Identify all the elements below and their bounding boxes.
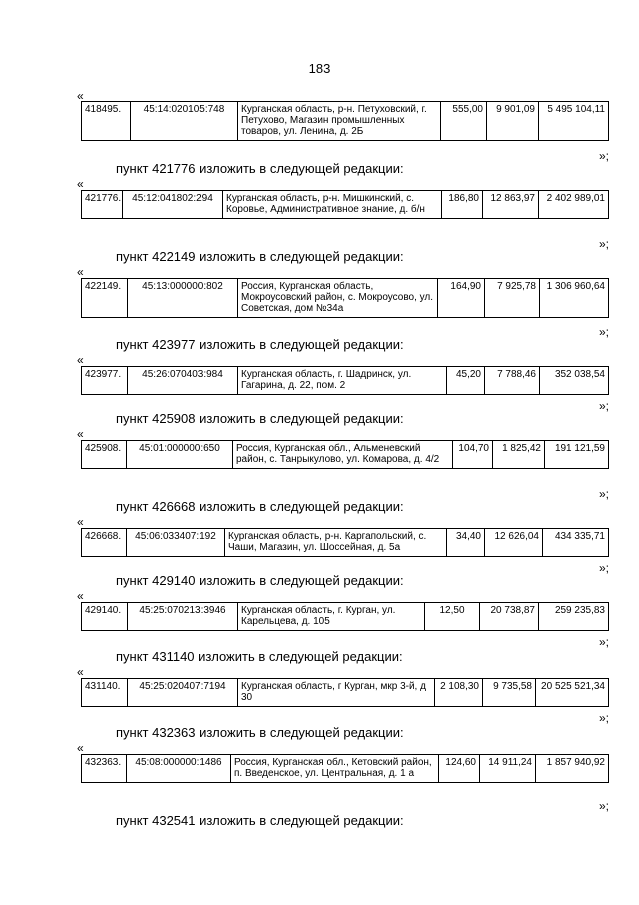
table-row <box>82 102 609 141</box>
instruction-text: пункт 432363 изложить в следующей редакции: <box>116 725 404 740</box>
cadastral-number: 45:08:000000:1486 <box>127 755 231 783</box>
instruction-text: пункт 423977 изложить в следующей редакции: <box>116 337 404 352</box>
close-quote: »; <box>598 561 609 575</box>
entry-table-422149 <box>81 278 609 318</box>
area: 124,60 <box>439 755 480 783</box>
instruction-text: пункт 432541 изложить в следующей редакции: <box>116 813 404 828</box>
total-value: 259 235,83 <box>539 603 609 631</box>
cadastral-number: 45:12:041802:294 <box>123 191 223 219</box>
total-value: 20 525 521,34 <box>536 679 609 707</box>
unit-value: 9 901,09 <box>487 102 539 141</box>
total-value: 191 121,59 <box>545 441 609 469</box>
entry-table-429140 <box>81 602 609 631</box>
address: Курганская область, г. Шадринск, ул. Гагарина, д. 22, пом. 2 <box>238 367 447 395</box>
area: 555,00 <box>441 102 487 141</box>
table-row <box>82 279 609 318</box>
cadastral-number: 45:14:020105:748 <box>131 102 238 141</box>
row-number: 423977. <box>82 367 128 395</box>
close-quote: »; <box>598 799 609 813</box>
address: Курганская область, г Курган, мкр 3-й, д 30 <box>238 679 435 707</box>
cadastral-number: 45:26:070403:984 <box>128 367 238 395</box>
table-row <box>82 679 609 707</box>
row-number: 429140. <box>82 603 128 631</box>
entry-table-425908 <box>81 440 609 469</box>
entry-table-432363 <box>81 754 609 783</box>
entry-table-423977 <box>81 366 609 395</box>
area: 45,20 <box>447 367 485 395</box>
open-quote: « <box>77 741 84 755</box>
address: Россия, Курганская обл., Кетовский район, п. Введенское, ул. Центральная, д. 1 а <box>231 755 439 783</box>
table-row <box>82 441 609 469</box>
open-quote: « <box>77 515 84 529</box>
table-row <box>82 367 609 395</box>
table-row <box>82 755 609 783</box>
cadastral-number: 45:13:000000:802 <box>128 279 238 318</box>
unit-value: 9 735,58 <box>483 679 536 707</box>
table-row <box>82 191 609 219</box>
instruction-text: пункт 431140 изложить в следующей редакции: <box>116 649 403 664</box>
entry-table-426668 <box>81 528 609 557</box>
area: 12,50 <box>425 603 480 631</box>
unit-value: 1 825,42 <box>493 441 545 469</box>
open-quote: « <box>77 89 84 103</box>
open-quote: « <box>77 353 84 367</box>
instruction-text: пункт 426668 изложить в следующей редакции: <box>116 499 404 514</box>
total-value: 352 038,54 <box>540 367 609 395</box>
row-number: 426668. <box>82 529 127 557</box>
area: 186,80 <box>442 191 483 219</box>
area: 104,70 <box>453 441 493 469</box>
unit-value: 14 911,24 <box>480 755 536 783</box>
page-number: 183 <box>308 61 331 76</box>
close-quote: »; <box>598 635 609 649</box>
row-number: 418495. <box>82 102 131 141</box>
open-quote: « <box>77 589 84 603</box>
instruction-text: пункт 425908 изложить в следующей редакции: <box>116 411 404 426</box>
instruction-text: пункт 421776 изложить в следующей редакции: <box>116 161 404 176</box>
row-number: 432363. <box>82 755 127 783</box>
close-quote: »; <box>598 325 609 339</box>
address: Курганская область, р-н. Петуховский, г. Петухово, Магазин промышленных товаров, ул. Ленина, д. 2Б <box>238 102 441 141</box>
open-quote: « <box>77 427 84 441</box>
open-quote: « <box>77 665 84 679</box>
cadastral-number: 45:25:020407:7194 <box>128 679 238 707</box>
close-quote: »; <box>598 711 609 725</box>
unit-value: 12 626,04 <box>485 529 543 557</box>
cadastral-number: 45:01:000000:650 <box>127 441 233 469</box>
area: 164,90 <box>438 279 485 318</box>
row-number: 431140. <box>82 679 128 707</box>
unit-value: 7 925,78 <box>485 279 540 318</box>
address: Курганская область, г. Курган, ул. Карельцева, д. 105 <box>238 603 425 631</box>
unit-value: 7 788,46 <box>485 367 540 395</box>
total-value: 1 857 940,92 <box>536 755 609 783</box>
total-value: 5 495 104,11 <box>539 102 609 141</box>
address: Россия, Курганская обл., Альменевский район, с. Танрыкулово, ул. Комарова, д. 4/2 <box>233 441 453 469</box>
close-quote: »; <box>598 149 609 163</box>
total-value: 434 335,71 <box>543 529 609 557</box>
close-quote: »; <box>598 487 609 501</box>
row-number: 425908. <box>82 441 127 469</box>
table-row <box>82 529 609 557</box>
entry-table-431140 <box>81 678 609 707</box>
area: 2 108,30 <box>435 679 483 707</box>
total-value: 2 402 989,01 <box>539 191 609 219</box>
open-quote: « <box>77 177 84 191</box>
open-quote: « <box>77 265 84 279</box>
cadastral-number: 45:25:070213:3946 <box>128 603 238 631</box>
unit-value: 20 738,87 <box>480 603 539 631</box>
close-quote: »; <box>598 237 609 251</box>
entry-table-421776 <box>81 190 609 219</box>
cadastral-number: 45:06:033407:192 <box>127 529 225 557</box>
instruction-text: пункт 429140 изложить в следующей редакции: <box>116 573 404 588</box>
close-quote: »; <box>598 399 609 413</box>
row-number: 422149. <box>82 279 128 318</box>
unit-value: 12 863,97 <box>483 191 539 219</box>
row-number: 421776. <box>82 191 123 219</box>
address: Курганская область, р-н. Мишкинский, с. Коровье, Административное знание, д. б/н <box>223 191 442 219</box>
entry-table-418495 <box>81 101 609 141</box>
address: Курганская область, р-н. Каргапольский, с. Чаши, Магазин, ул. Шоссейная, д. 5а <box>225 529 447 557</box>
total-value: 1 306 960,64 <box>540 279 609 318</box>
address: Россия, Курганская область, Мокроусовский район, с. Мокроусово, ул. Советская, дом №34а <box>238 279 438 318</box>
table-row <box>82 603 609 631</box>
instruction-text: пункт 422149 изложить в следующей редакции: <box>116 249 404 264</box>
area: 34,40 <box>447 529 485 557</box>
